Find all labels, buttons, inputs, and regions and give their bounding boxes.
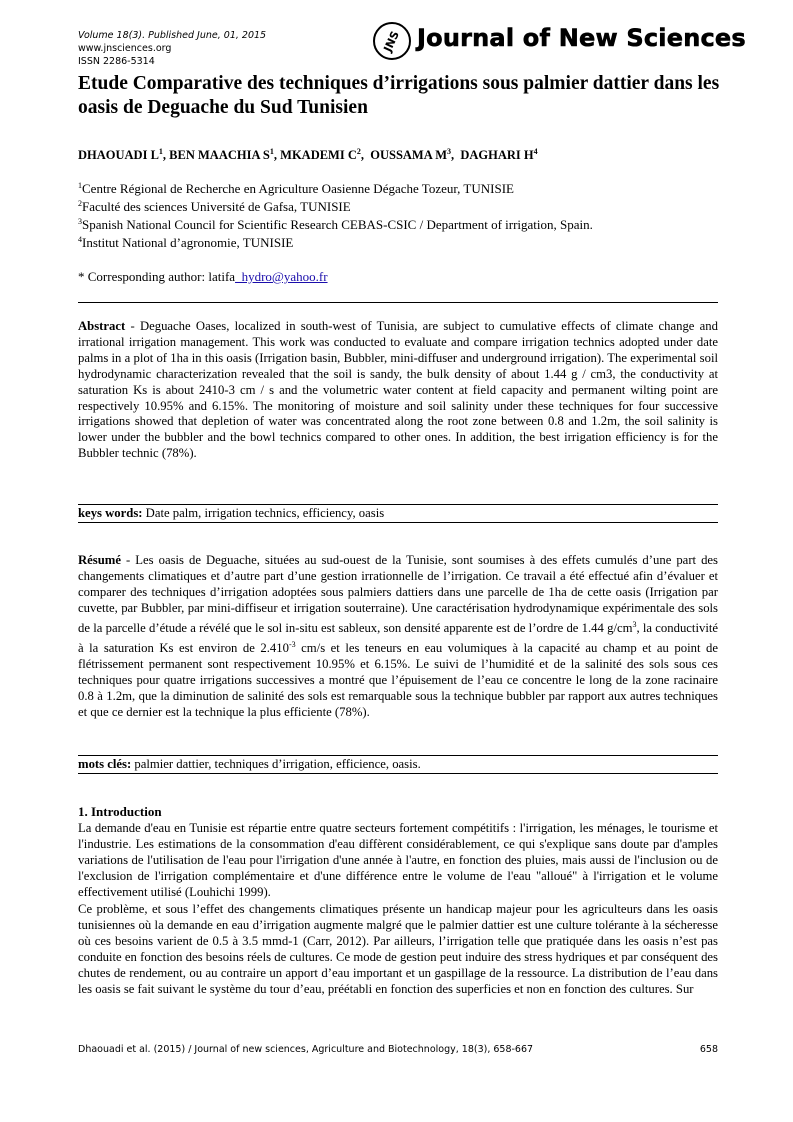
affiliation: $^4$Institut National d’agronomie, TUNISIE (78, 235, 294, 250)
page-number: 658 (699, 1044, 718, 1055)
journal-name: Journal of New Sciences (417, 24, 746, 52)
divider (78, 504, 718, 505)
author-list: DHAOUADI $L^1$, BEN MAACHIA $S^1$, MKADEMI $C^2$, OUSSAMA $M^3$, DAGHARI $H^4$ (78, 147, 538, 162)
footer-citation: Dhaouadi et al. (2015) / Journal of new sciences, Agriculture and Biotechnology, 18(3), 658-667 (78, 1044, 534, 1055)
divider (78, 773, 718, 774)
author-email-link[interactable]: _hydro@yahoo.fr (235, 269, 328, 284)
intro-paragraph: Ce problème, et sous l’effet des changements climatiques présente un handicap majeur pour les agriculteurs dans les oasis tunisiennes où la demande en eau d’irrigation augmente malgré que le palmier dattier est une culture tolérante à la sécheresse où ces besoins varient de 0.5 à 3.5 mmd-1 (Carr, 2012). Par ailleurs, l’irrigation telle que pratiquée dans les oasis n’est pas conduite en fonction des besoins réels de cultures. Ce mode de gestion peut induire des stress hydriques et par conséquent des chutes de rendement, ou au contraire un apport d’eau important et un gaspillage de la ressource. La distribution de l’eau dans les oasis se fait suivant le système du tour d’eau, préétabli en fonction des superficies et non en fonction des cultures. Sur (78, 902, 718, 996)
jns-badge-icon: JNS (373, 22, 411, 60)
divider (78, 522, 718, 523)
keywords-en: keys words: Date palm, irrigation technics, efficiency, oasis (78, 506, 385, 520)
resume: Résumé - Les oasis de Deguache, situées au sud-ouest de la Tunisie, sont soumises à des effets cumulés d’une part des changements climatiques et d’autre part d’une gestion irrationnelle de l’irrigation. Ce travail a été effectué afin d’évaluer et comparer des techniques d’irrigation adoptées sous palmiers dattiers dans une parcelle de 1ha de cette oasis (Irrigation par cuvette, par Bubbler, par mini-diffiseur et irrigation souterraine). Une caractérisation hydrodynamique expérimentale des sols de la parcelle d’étude a révélé que le sol in-situ est sableux, son densité apparente est de l’ordre de 1.44 $g/cm^3$, la conductivité à la saturation Ks est environ de $2.410^{-3}$ cm/s et les teneurs en eau volumiques à la capacité au champ et au point de flétrissement permanent sont respectivement 10.95% et 6.15%. Le suivi de l’humidité et de la salinité des sols sous ces techniques pour quatre irrigations successives a montré que l’épuisement de l’eau ce concentre le long de la zone racinaire 0.8 à 1.2m, que la diminution de salinité des sols est remarquable sous la technique bubbler par rapport aux autres techniques et que ce dernier est la technique la plus efficiente (78%). (78, 553, 719, 719)
intro-paragraph: La demande d'eau en Tunisie est répartie entre quatre secteurs fortement compétitifs : l'irrigation, les ménages, le tourisme et l'industrie. Les estimations de la consommation d'eau diffèrent considérablement, ce qui s'explique sans doute par d'amples variations de l'utilisation de l'eau pour l'irrigation d'une année à l'autre, en fonction des pluies, mais aussi de l'inclusion ou de l'exclusion de l'irrigation complémentaire et d'une différence entre le volume de l'eau "alloué" à l'irrigation et le volume effectivement utilisé (Louhichi 1999). (78, 821, 718, 899)
journal-logo (373, 22, 746, 62)
author: DHAOUADI $L^1$ (78, 147, 163, 162)
affiliation: $^2$Faculté des sciences Université de Gafsa, TUNISIE (78, 199, 351, 214)
issn: ISSN 2286-5314 (78, 56, 155, 67)
volume-info: Volume 18(3). Published June, 01, 2015 (78, 30, 267, 41)
section-heading: 1. Introduction (78, 804, 162, 819)
corresponding-author: * Corresponding author: latifa_hydro@yahoo.fr (78, 269, 328, 284)
author: OUSSAMA $M^3$ (370, 147, 451, 162)
affiliation: $^3$Spanish National Council for Scientific Research CEBAS-CSIC / Department of irrigation, Spain. (78, 217, 593, 232)
author: DAGHARI $H^4$ (460, 147, 538, 162)
abstract: Abstract - Deguache Oases, localized in south-west of Tunisia, are subject to cumulative effects of climate change and irrational irrigation management. This work was conducted to evaluate and compare irrigation technics adopted under date palms in a plot of 1ha in this oasis (Irrigation basin, Bubbler, mini-diffuser and underground irrigation). The experimental soil hydrodynamic characterization revealed that the soil is sandy, the bulk density of about 1.44 g / cm3, the conductivity at saturation Ks is about 2410-3 cm / s and the volumetric water content at field capacity and permanent wilting point are respectively 10.95% and 6.15%. The monitoring of moisture and soil salinity under these techniques for four successive irrigations showed that depletion of water was concentrated along the root zone between 0.8 and 1.2m, the soil salinity is lower under the bubbler and the bowl technics compared to other ones. In addition, the best irrigation efficiency is for the Bubbler technic (78%). (78, 319, 718, 461)
affiliation: $^1$Centre Régional de Recherche en Agriculture Oasienne Dégache Tozeur, TUNISIE (78, 181, 514, 196)
divider (78, 302, 718, 303)
author: BEN MAACHIA $S^1$ (169, 147, 274, 162)
keywords-fr: mots clés: palmier dattier, techniques d’irrigation, efficience, oasis. (78, 757, 421, 771)
journal-website[interactable]: www.jnsciences.org (78, 43, 172, 54)
paper-title: Etude Comparative des techniques d’irrigations sous palmier dattier dans les oasis de Deguache du Sud Tunisien (78, 73, 720, 118)
author: MKADEMI $C^2$ (280, 147, 361, 162)
page-footer (78, 1044, 718, 1055)
divider (78, 755, 718, 756)
